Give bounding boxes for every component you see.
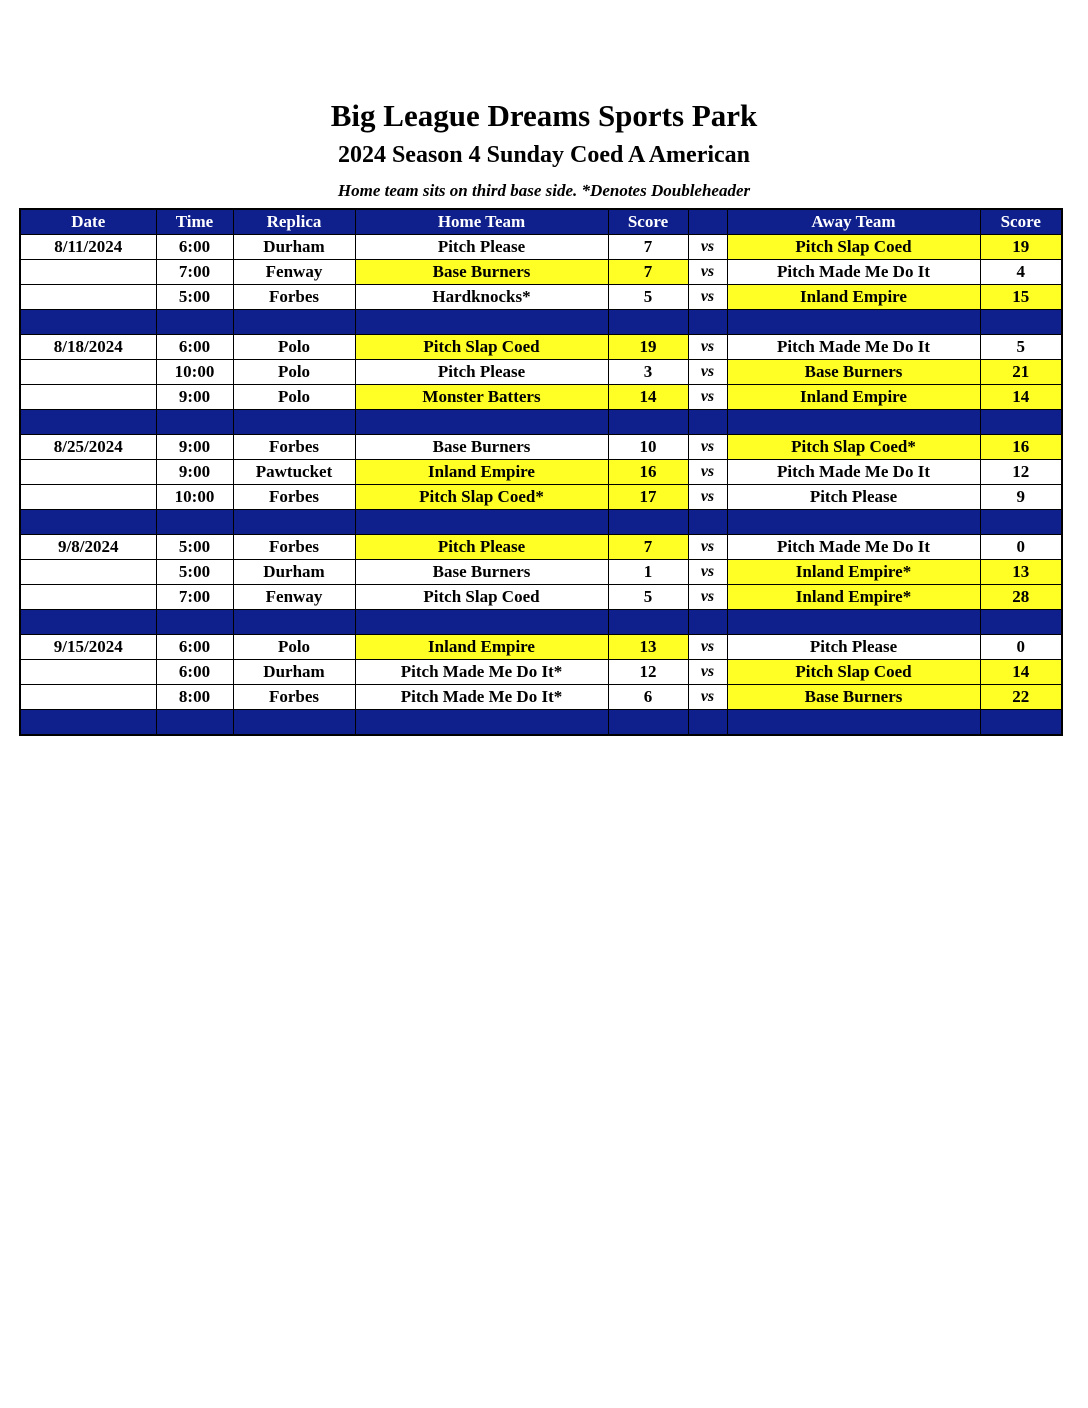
separator-cell [156,510,233,535]
separator-cell [688,310,727,335]
home-team-cell: Hardknocks* [355,285,608,310]
column-header-away-team: Away Team [727,209,980,235]
replica-cell: Durham [233,235,355,260]
away-score-cell: 15 [980,285,1062,310]
home-score-cell: 6 [608,685,688,710]
replica-cell: Polo [233,635,355,660]
table-row [20,285,1062,310]
separator-cell [355,310,608,335]
away-score-cell: 14 [980,385,1062,410]
away-score-cell: 4 [980,260,1062,285]
separator-cell [727,710,980,736]
home-score-cell: 7 [608,235,688,260]
table-row [20,585,1062,610]
date-cell: 8/25/2024 [20,435,156,460]
home-team-cell: Monster Batters [355,385,608,410]
separator-cell [688,710,727,736]
separator-cell [20,610,156,635]
date-cell: 9/15/2024 [20,635,156,660]
separator-cell [233,510,355,535]
replica-cell: Forbes [233,435,355,460]
time-cell: 8:00 [156,685,233,710]
away-team-cell: Pitch Please [727,485,980,510]
separator-cell [727,610,980,635]
vs-cell: vs [688,685,727,710]
away-team-cell: Inland Empire [727,385,980,410]
home-score-cell: 17 [608,485,688,510]
away-score-cell: 5 [980,335,1062,360]
table-row [20,560,1062,585]
date-cell [20,360,156,385]
table-row [20,460,1062,485]
replica-cell: Pawtucket [233,460,355,485]
separator-cell [727,410,980,435]
away-team-cell: Pitch Made Me Do It [727,335,980,360]
separator-cell [233,310,355,335]
date-cell [20,385,156,410]
home-score-cell: 12 [608,660,688,685]
page-subtitle: 2024 Season 4 Sunday Coed A American [337,142,751,168]
vs-cell: vs [688,235,727,260]
home-team-cell: Pitch Please [355,535,608,560]
column-header-time: Time [156,209,233,235]
away-team-cell: Base Burners [727,685,980,710]
schedule-table [19,208,1063,736]
vs-cell: vs [688,285,727,310]
home-team-cell: Pitch Slap Coed [355,335,608,360]
date-cell [20,260,156,285]
separator-cell [156,410,233,435]
separator-cell [688,410,727,435]
separator-cell [980,410,1062,435]
time-cell: 9:00 [156,385,233,410]
away-score-cell: 9 [980,485,1062,510]
date-cell: 9/8/2024 [20,535,156,560]
vs-cell: vs [688,360,727,385]
away-team-cell: Pitch Slap Coed* [727,435,980,460]
week-separator-row [20,710,1062,736]
home-score-cell: 1 [608,560,688,585]
away-score-cell: 13 [980,560,1062,585]
column-header-date: Date [20,209,156,235]
column-header-away-score: Score [980,209,1062,235]
table-header-row [20,209,1062,235]
time-cell: 10:00 [156,360,233,385]
week-separator-row [20,510,1062,535]
home-score-cell: 13 [608,635,688,660]
separator-cell [727,510,980,535]
table-row [20,385,1062,410]
home-team-cell: Pitch Please [355,235,608,260]
date-cell [20,285,156,310]
away-team-cell: Pitch Slap Coed [727,660,980,685]
time-cell: 6:00 [156,635,233,660]
separator-cell [608,310,688,335]
separator-cell [980,710,1062,736]
schedule-body [20,235,1062,736]
date-cell [20,585,156,610]
home-team-cell: Pitch Made Me Do It* [355,660,608,685]
separator-cell [980,510,1062,535]
away-score-cell: 12 [980,460,1062,485]
time-cell: 6:00 [156,335,233,360]
home-team-cell: Inland Empire [355,635,608,660]
away-team-cell: Pitch Made Me Do It [727,535,980,560]
column-header-replica: Replica [233,209,355,235]
separator-cell [688,510,727,535]
table-row [20,635,1062,660]
time-cell: 5:00 [156,535,233,560]
home-score-cell: 14 [608,385,688,410]
home-team-cell: Pitch Please [355,360,608,385]
time-cell: 9:00 [156,460,233,485]
home-team-cell: Pitch Slap Coed [355,585,608,610]
week-separator-row [20,610,1062,635]
page-title: Big League Dreams Sports Park [330,98,758,133]
separator-cell [608,710,688,736]
date-cell: 8/11/2024 [20,235,156,260]
replica-cell: Durham [233,560,355,585]
time-cell: 5:00 [156,560,233,585]
separator-cell [156,310,233,335]
replica-cell: Polo [233,385,355,410]
away-team-cell: Base Burners [727,360,980,385]
away-score-cell: 19 [980,235,1062,260]
week-separator-row [20,410,1062,435]
vs-cell: vs [688,260,727,285]
away-score-cell: 21 [980,360,1062,385]
column-header-vs [688,209,727,235]
vs-cell: vs [688,535,727,560]
separator-cell [156,610,233,635]
date-cell [20,685,156,710]
separator-cell [980,310,1062,335]
separator-cell [233,610,355,635]
vs-cell: vs [688,335,727,360]
home-score-cell: 7 [608,535,688,560]
away-team-cell: Pitch Slap Coed [727,235,980,260]
vs-cell: vs [688,485,727,510]
vs-cell: vs [688,435,727,460]
separator-cell [355,410,608,435]
separator-cell [608,610,688,635]
vs-cell: vs [688,560,727,585]
time-cell: 9:00 [156,435,233,460]
separator-cell [20,310,156,335]
away-team-cell: Pitch Made Me Do It [727,260,980,285]
replica-cell: Fenway [233,585,355,610]
replica-cell: Fenway [233,260,355,285]
replica-cell: Forbes [233,285,355,310]
separator-cell [355,710,608,736]
table-row [20,235,1062,260]
away-score-cell: 16 [980,435,1062,460]
away-score-cell: 0 [980,635,1062,660]
time-cell: 10:00 [156,485,233,510]
away-score-cell: 14 [980,660,1062,685]
vs-cell: vs [688,385,727,410]
separator-cell [688,610,727,635]
replica-cell: Forbes [233,485,355,510]
home-score-cell: 5 [608,585,688,610]
date-cell [20,660,156,685]
vs-cell: vs [688,460,727,485]
home-team-cell: Pitch Made Me Do It* [355,685,608,710]
time-cell: 6:00 [156,660,233,685]
away-team-cell: Inland Empire* [727,585,980,610]
separator-cell [233,410,355,435]
table-row [20,335,1062,360]
column-header-home-score: Score [608,209,688,235]
time-cell: 7:00 [156,585,233,610]
away-score-cell: 0 [980,535,1062,560]
separator-cell [608,510,688,535]
date-cell: 8/18/2024 [20,335,156,360]
date-cell [20,485,156,510]
separator-cell [156,710,233,736]
separator-cell [20,410,156,435]
separator-cell [233,710,355,736]
separator-cell [20,710,156,736]
home-score-cell: 16 [608,460,688,485]
home-team-cell: Base Burners [355,435,608,460]
table-row [20,435,1062,460]
schedule-note: Home team sits on third base side. *Denotes Doubleheader [337,181,751,200]
vs-cell: vs [688,635,727,660]
table-row [20,660,1062,685]
away-team-cell: Inland Empire [727,285,980,310]
week-separator-row [20,310,1062,335]
separator-cell [727,310,980,335]
time-cell: 6:00 [156,235,233,260]
column-header-home-team: Home Team [355,209,608,235]
away-score-cell: 28 [980,585,1062,610]
table-row [20,535,1062,560]
separator-cell [980,610,1062,635]
separator-cell [608,410,688,435]
separator-cell [355,510,608,535]
vs-cell: vs [688,660,727,685]
away-team-cell: Pitch Please [727,635,980,660]
replica-cell: Forbes [233,535,355,560]
home-score-cell: 10 [608,435,688,460]
time-cell: 5:00 [156,285,233,310]
date-cell [20,560,156,585]
home-team-cell: Pitch Slap Coed* [355,485,608,510]
table-row [20,685,1062,710]
replica-cell: Polo [233,335,355,360]
home-team-cell: Inland Empire [355,460,608,485]
away-team-cell: Inland Empire* [727,560,980,585]
home-score-cell: 7 [608,260,688,285]
away-team-cell: Pitch Made Me Do It [727,460,980,485]
home-team-cell: Base Burners [355,260,608,285]
table-row [20,360,1062,385]
separator-cell [355,610,608,635]
replica-cell: Polo [233,360,355,385]
replica-cell: Forbes [233,685,355,710]
home-score-cell: 3 [608,360,688,385]
away-score-cell: 22 [980,685,1062,710]
date-cell [20,460,156,485]
time-cell: 7:00 [156,260,233,285]
replica-cell: Durham [233,660,355,685]
home-team-cell: Base Burners [355,560,608,585]
table-row [20,485,1062,510]
vs-cell: vs [688,585,727,610]
table-row [20,260,1062,285]
home-score-cell: 19 [608,335,688,360]
home-score-cell: 5 [608,285,688,310]
separator-cell [20,510,156,535]
